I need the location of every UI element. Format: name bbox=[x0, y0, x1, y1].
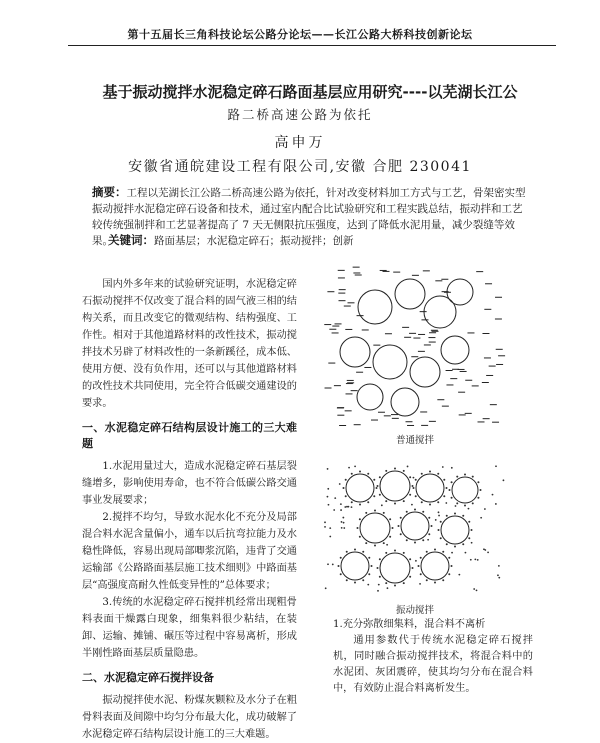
author-name: 高申万 bbox=[274, 135, 326, 151]
aggregate-circle bbox=[358, 290, 392, 324]
left-column bbox=[82, 276, 297, 743]
aggregate-circle bbox=[452, 477, 478, 503]
binder-dot bbox=[474, 558, 476, 560]
coating-dot bbox=[394, 585, 396, 587]
coating-dot bbox=[464, 474, 466, 476]
binder-dot bbox=[407, 466, 409, 468]
coating-dot bbox=[437, 501, 439, 503]
coating-dot bbox=[400, 533, 402, 535]
coating-dot bbox=[477, 497, 479, 499]
coating-dot bbox=[365, 542, 367, 544]
binder-dot bbox=[442, 466, 444, 468]
binder-dot bbox=[495, 503, 497, 505]
binder-dot bbox=[324, 521, 326, 523]
coating-dot bbox=[409, 494, 411, 496]
coating-dot bbox=[415, 495, 417, 497]
binder-dot bbox=[471, 542, 473, 544]
coating-dot bbox=[443, 495, 445, 497]
coating-dot bbox=[443, 479, 445, 481]
coating-dot bbox=[437, 473, 439, 475]
coating-dot bbox=[359, 536, 361, 538]
coating-dot bbox=[472, 502, 474, 504]
coating-dot bbox=[464, 505, 466, 507]
binder-dot bbox=[377, 590, 379, 592]
binder-dot bbox=[367, 584, 369, 586]
binder-dot bbox=[327, 563, 329, 565]
coating-dot bbox=[351, 473, 353, 475]
coating-dot bbox=[429, 504, 431, 506]
coating-dot bbox=[414, 542, 416, 544]
coating-dot bbox=[456, 476, 458, 478]
coating-dot bbox=[354, 582, 356, 584]
binder-dot bbox=[495, 465, 497, 467]
binder-dot bbox=[344, 506, 346, 508]
coating-dot bbox=[351, 501, 353, 503]
figure-ordinary-mixing bbox=[315, 262, 515, 432]
point-1: 1.充分弥散细集料，混合料不离析 bbox=[333, 619, 486, 630]
coating-dot bbox=[406, 539, 408, 541]
coating-dot bbox=[420, 557, 422, 559]
coating-dot bbox=[480, 489, 482, 491]
binder-dot bbox=[438, 511, 440, 513]
binder-dot bbox=[435, 519, 437, 521]
binder-dot bbox=[497, 574, 499, 576]
binder-dot bbox=[354, 465, 356, 467]
binder-dot bbox=[476, 589, 478, 591]
binder-dot bbox=[484, 508, 486, 510]
section-2-paragraph: 振动搅拌使水泥、粉煤灰颗粒及水分子在粗骨料表面及间隙中均匀分布最大化，成功破解了水泥稳定碎石结构层设计施工的三大难题。 bbox=[82, 695, 297, 740]
binder-dot bbox=[341, 527, 343, 529]
figure-vibration-mixing bbox=[315, 458, 515, 598]
binder-dot bbox=[329, 536, 331, 538]
coating-dot bbox=[403, 582, 405, 584]
paper-subtitle: 路二桥高速公路为依托 bbox=[227, 107, 373, 122]
header-rule bbox=[68, 45, 556, 46]
binder-dot bbox=[327, 496, 329, 498]
coating-dot bbox=[389, 518, 391, 520]
coating-dot bbox=[394, 550, 396, 552]
coating-dot bbox=[338, 565, 340, 567]
binder-dot bbox=[477, 559, 479, 561]
coating-dot bbox=[414, 509, 416, 511]
binder-dot bbox=[419, 583, 421, 585]
coating-dot bbox=[449, 489, 451, 491]
aggregate-circle bbox=[410, 357, 440, 387]
binder-dot bbox=[451, 467, 453, 469]
coating-dot bbox=[385, 470, 387, 472]
coating-dot bbox=[448, 557, 450, 559]
binder-dot bbox=[325, 587, 327, 589]
coating-dot bbox=[403, 552, 405, 554]
coating-dot bbox=[340, 573, 342, 575]
figure-1-caption: 普通搅拌 bbox=[395, 435, 434, 446]
binder-dot bbox=[324, 526, 326, 528]
coating-dot bbox=[345, 495, 347, 497]
binder-dot bbox=[334, 497, 336, 499]
coating-dot bbox=[462, 515, 464, 517]
coating-dot bbox=[446, 543, 448, 545]
coating-dot bbox=[451, 481, 453, 483]
aggregate-circle bbox=[441, 336, 469, 364]
coating-dot bbox=[379, 494, 381, 496]
binder-dot bbox=[487, 551, 489, 553]
coating-dot bbox=[403, 500, 405, 502]
coating-dot bbox=[400, 517, 402, 519]
coating-dot bbox=[394, 503, 396, 505]
aggregate-circle bbox=[416, 474, 444, 502]
binder-dot bbox=[333, 509, 335, 511]
coating-dot bbox=[442, 551, 444, 553]
keywords-text: 路面基层；水泥稳定碎石；振动搅拌；创新 bbox=[154, 235, 354, 247]
binder-dot bbox=[480, 517, 482, 519]
coating-dot bbox=[434, 582, 436, 584]
binder-dot bbox=[411, 504, 413, 506]
aggregate-circle bbox=[395, 279, 425, 309]
aggregate-circle bbox=[401, 512, 429, 540]
binder-dot bbox=[343, 527, 345, 529]
coating-dot bbox=[373, 479, 375, 481]
coating-dot bbox=[394, 468, 396, 470]
coating-dot bbox=[477, 481, 479, 483]
binder-dot bbox=[438, 515, 440, 517]
coating-dot bbox=[368, 573, 370, 575]
coating-dot bbox=[374, 545, 376, 547]
keywords-label: 关键词： bbox=[108, 233, 154, 247]
coating-dot bbox=[359, 518, 361, 520]
coating-dot bbox=[345, 479, 347, 481]
binder-dot bbox=[341, 521, 343, 523]
coating-dot bbox=[406, 511, 408, 513]
aggregate-circle bbox=[360, 513, 390, 543]
coating-dot bbox=[359, 471, 361, 473]
section-2-heading: 二、水泥稳定碎石搅拌设备 bbox=[82, 671, 214, 684]
figure-2-caption: 振动搅拌 bbox=[395, 605, 434, 616]
binder-dot bbox=[327, 468, 329, 470]
paper-title: 基于振动搅拌水泥稳定碎石路面基层应用研究----以芜湖长江公 bbox=[102, 83, 518, 101]
binder-dot bbox=[340, 509, 342, 511]
binder-dot bbox=[342, 517, 344, 519]
coating-dot bbox=[346, 551, 348, 553]
coating-dot bbox=[368, 557, 370, 559]
binder-dot bbox=[332, 564, 334, 566]
binder-dot bbox=[413, 477, 415, 479]
coating-dot bbox=[426, 551, 428, 553]
coating-dot bbox=[415, 479, 417, 481]
coating-dot bbox=[346, 579, 348, 581]
coating-dot bbox=[409, 576, 411, 578]
binder-dot bbox=[340, 503, 342, 505]
binder-dot bbox=[329, 527, 331, 529]
section-1-item-3: 3.传统的水泥稳定碎石搅拌机经常出现粗骨料表面干燥露白现象，细集料很少粘结，在装卸、运输、摊铺、碾压等过程中容易离析，形成半刚性路面基层质量隐患。 bbox=[82, 597, 297, 659]
binder-dot bbox=[351, 506, 353, 508]
abstract-text: 工程以芜湖长江公路二桥高速公路为依托，针对改变材料加工方式与工艺，骨架密实型振动搅拌水泥稳定碎石设备和技术，通过室内配合比试验研究和工程实践总结，振动拌和工艺较传统强制拌和工艺显著提高了 7 天无侧限抗压强度，达到了降低水泥用量，减少裂缝等效果。 bbox=[92, 187, 526, 247]
coating-dot bbox=[421, 473, 423, 475]
binder-dot bbox=[498, 577, 500, 579]
binder-dot bbox=[387, 587, 389, 589]
coating-dot bbox=[468, 537, 470, 539]
binder-dot bbox=[343, 522, 345, 524]
coating-dot bbox=[446, 487, 448, 489]
aggregate-circle bbox=[424, 296, 456, 328]
binder-dot bbox=[455, 505, 457, 507]
coating-dot bbox=[428, 517, 430, 519]
binder-dot bbox=[327, 488, 329, 490]
binder-dot bbox=[339, 483, 341, 485]
abstract-label: 摘要： bbox=[92, 185, 127, 199]
binder-dot bbox=[348, 467, 350, 469]
coating-dot bbox=[385, 582, 387, 584]
keywords bbox=[108, 232, 528, 248]
aggregate-circle bbox=[373, 345, 407, 379]
coating-dot bbox=[421, 501, 423, 503]
author-affiliation: 安徽省通皖建设工程有限公司,安徽 合肥 230041 bbox=[128, 159, 472, 175]
coating-dot bbox=[365, 512, 367, 514]
coating-dot bbox=[354, 549, 356, 551]
binder-dot bbox=[465, 552, 467, 554]
coating-dot bbox=[412, 485, 414, 487]
coating-dot bbox=[440, 521, 442, 523]
binder-dot bbox=[328, 504, 330, 506]
coating-dot bbox=[454, 513, 456, 515]
coating-dot bbox=[379, 576, 381, 578]
coating-dot bbox=[451, 565, 453, 567]
aggregate-circle bbox=[340, 337, 370, 367]
binder-dot bbox=[427, 539, 429, 541]
aggregate-circle bbox=[380, 471, 410, 501]
coating-dot bbox=[392, 527, 394, 529]
aggregate-circle bbox=[421, 552, 449, 580]
coating-dot bbox=[454, 546, 456, 548]
coating-dot bbox=[440, 537, 442, 539]
coating-dot bbox=[448, 573, 450, 575]
coating-dot bbox=[376, 487, 378, 489]
coating-dot bbox=[451, 497, 453, 499]
coating-dot bbox=[374, 510, 376, 512]
coating-dot bbox=[343, 487, 345, 489]
coating-dot bbox=[379, 558, 381, 560]
binder-dot bbox=[498, 565, 500, 567]
coating-dot bbox=[412, 567, 414, 569]
coating-dot bbox=[409, 558, 411, 560]
coating-dot bbox=[367, 473, 369, 475]
coating-dot bbox=[409, 476, 411, 478]
coating-dot bbox=[371, 565, 373, 567]
point-1-paragraph: 通用参数代于传统水泥稳定碎石搅拌机，同时融合振动搅拌技术，将混合料中的水泥团、灰团震碎，使其均匀分布在混合料中，有效防止混合料离析发生。 bbox=[333, 635, 533, 694]
binder-dot bbox=[381, 504, 383, 506]
binder-dot bbox=[470, 559, 472, 561]
coating-dot bbox=[456, 502, 458, 504]
journal-header: 第十五届长三角科技论坛公路分论坛——长江公路大桥科技创新论坛 bbox=[127, 28, 473, 41]
coating-dot bbox=[468, 521, 470, 523]
aggregate-circle bbox=[391, 388, 419, 416]
aggregate-circle bbox=[380, 553, 410, 583]
coating-dot bbox=[367, 501, 369, 503]
coating-dot bbox=[438, 529, 440, 531]
section-1-item-1: 1.水泥用量过大，造成水泥稳定碎石基层裂缝增多，影响使用寿命，也不符合低碳公路交通事业发展要求； bbox=[82, 461, 297, 506]
binder-dot bbox=[415, 560, 417, 562]
coating-dot bbox=[429, 471, 431, 473]
coating-dot bbox=[377, 567, 379, 569]
binder-dot bbox=[492, 494, 494, 496]
coating-dot bbox=[434, 549, 436, 551]
coating-dot bbox=[362, 579, 364, 581]
coating-dot bbox=[422, 539, 424, 541]
coating-dot bbox=[431, 525, 433, 527]
coating-dot bbox=[403, 470, 405, 472]
coating-dot bbox=[446, 515, 448, 517]
coating-dot bbox=[385, 500, 387, 502]
binder-dot bbox=[473, 588, 475, 590]
section-1-item-2: 2.搅拌不均匀，导致水泥水化不充分及局部混合料水泥含量偏小，通车以后抗弯拉能力及水稳性降低，容易出现局部唧浆沉陷，违背了交通运输部《公路路面基层施工技术细则》中路面基层“高强度高耐久性低变异性的”总体要求； bbox=[82, 512, 297, 591]
coating-dot bbox=[422, 511, 424, 513]
aggregate-circle bbox=[346, 474, 374, 502]
section-1-heading: 一、水泥稳定碎石结构层设计施工的三大难题 bbox=[82, 421, 297, 450]
coating-dot bbox=[472, 476, 474, 478]
aggregate-circle bbox=[441, 516, 469, 544]
coating-dot bbox=[413, 487, 415, 489]
right-column-text bbox=[333, 617, 533, 697]
binder-dot bbox=[458, 574, 460, 576]
coating-dot bbox=[373, 495, 375, 497]
binder-dot bbox=[445, 502, 447, 504]
coating-dot bbox=[383, 542, 385, 544]
coating-dot bbox=[385, 552, 387, 554]
coating-dot bbox=[398, 525, 400, 527]
coating-dot bbox=[428, 533, 430, 535]
coating-dot bbox=[426, 579, 428, 581]
binder-dot bbox=[483, 548, 485, 550]
coating-dot bbox=[389, 536, 391, 538]
coating-dot bbox=[357, 527, 359, 529]
binder-dot bbox=[378, 584, 380, 586]
coating-dot bbox=[379, 476, 381, 478]
intro-paragraph: 国内外多年来的试验研究证明，水泥稳定碎石振动搅拌不仅改变了混合料的固气液三相的结构关系，而且改变它的微观结构、结构强度、工作性。相对于其他道路材料的改性技术，振动搅拌技术另辟了材料改性的一条新蹊径，成本低、使用方便、没有负作用，还可以与其他道路材料的改性技术共同使用，完全符合低碳交通建设的要求。 bbox=[82, 279, 297, 409]
binder-dot bbox=[386, 544, 388, 546]
aggregate-circle bbox=[341, 552, 369, 580]
coating-dot bbox=[462, 543, 464, 545]
coating-dot bbox=[377, 485, 379, 487]
coating-dot bbox=[362, 551, 364, 553]
aggregate-circle bbox=[357, 384, 383, 410]
coating-dot bbox=[383, 512, 385, 514]
binder-dot bbox=[451, 552, 453, 554]
binder-dot bbox=[347, 506, 349, 508]
binder-dot bbox=[503, 479, 505, 481]
coating-dot bbox=[359, 504, 361, 506]
binder-dot bbox=[468, 508, 470, 510]
coating-dot bbox=[420, 573, 422, 575]
coating-dot bbox=[442, 579, 444, 581]
coating-dot bbox=[340, 557, 342, 559]
coating-dot bbox=[471, 529, 473, 531]
coating-dot bbox=[418, 565, 420, 567]
